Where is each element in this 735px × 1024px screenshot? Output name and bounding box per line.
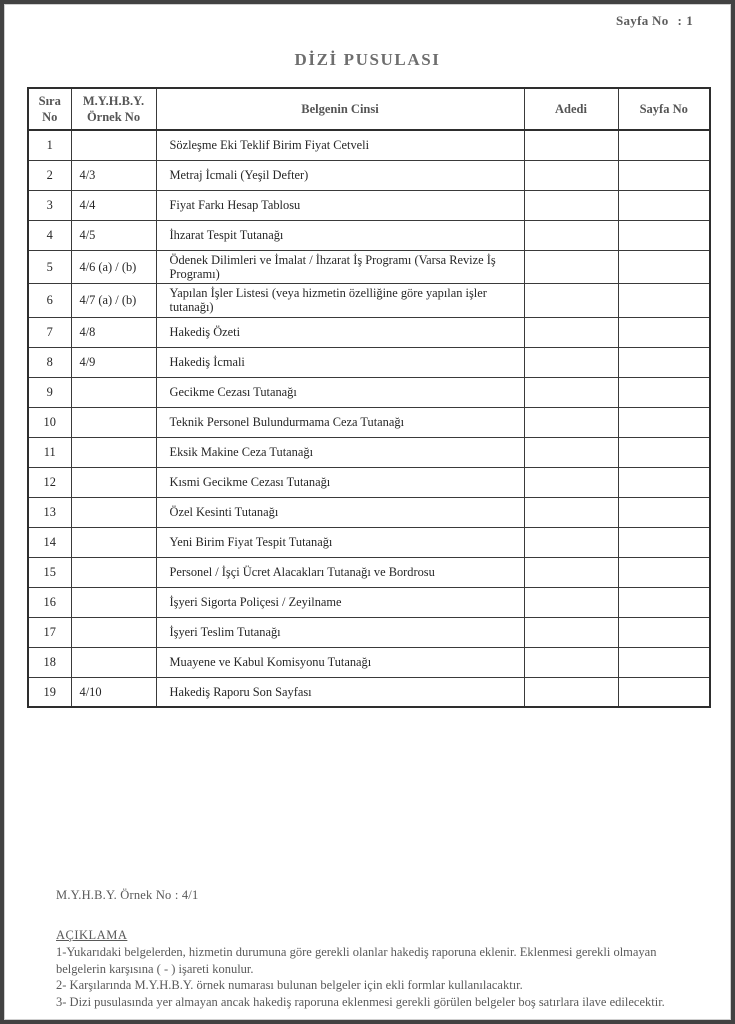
cell-ornek-no: 4/4 <box>71 190 156 220</box>
cell-sira-no: 2 <box>28 160 71 190</box>
table-row <box>28 377 710 407</box>
cell-belgenin-cinsi: Fiyat Farkı Hesap Tablosu <box>156 190 524 220</box>
cell-belgenin-cinsi: Hakediş İcmali <box>156 347 524 377</box>
cell-sira-no: 16 <box>28 587 71 617</box>
column-header-adedi: Adedi <box>524 88 618 130</box>
cell-sayfa-no <box>618 557 710 587</box>
cell-sayfa-no <box>618 527 710 557</box>
cell-adedi <box>524 557 618 587</box>
cell-belgenin-cinsi: İşyeri Teslim Tutanağı <box>156 617 524 647</box>
column-header-belgenin-cinsi: Belgenin Cinsi <box>156 88 524 130</box>
column-header-sayfa-no: Sayfa No <box>618 88 710 130</box>
cell-belgenin-cinsi: Yapılan İşler Listesi (veya hizmetin özelliğine göre yapılan işler tutanağı) <box>156 284 524 318</box>
document-title: DİZİ PUSULASI <box>294 50 441 69</box>
cell-belgenin-cinsi: İhzarat Tespit Tutanağı <box>156 220 524 250</box>
table-row <box>28 317 710 347</box>
table-row <box>28 617 710 647</box>
aciklama-notes <box>56 944 708 1010</box>
cell-adedi <box>524 160 618 190</box>
cell-ornek-no: 4/5 <box>71 220 156 250</box>
aciklama-note: 3- Dizi pusulasında yer almayan ancak hakediş raporuna eklenmesi gerekli görülen belgeler boş satırlara ilave edilecektir. <box>56 994 665 1009</box>
cell-belgenin-cinsi: Kısmi Gecikme Cezası Tutanağı <box>156 467 524 497</box>
table-row <box>28 437 710 467</box>
cell-sayfa-no <box>618 587 710 617</box>
cell-ornek-no: 4/10 <box>71 677 156 707</box>
cell-ornek-no: 4/9 <box>71 347 156 377</box>
page-number-label: Sayfa No <box>615 13 669 28</box>
page-number <box>616 13 693 29</box>
cell-belgenin-cinsi: Eksik Makine Ceza Tutanağı <box>156 437 524 467</box>
table-row <box>28 160 710 190</box>
cell-ornek-no <box>71 437 156 467</box>
cell-sayfa-no <box>618 377 710 407</box>
cell-ornek-no <box>71 557 156 587</box>
table-row <box>28 130 710 160</box>
cell-adedi <box>524 527 618 557</box>
cell-sayfa-no <box>618 437 710 467</box>
table-row <box>28 220 710 250</box>
aciklama-note: 2- Karşılarında M.Y.H.B.Y. örnek numarası bulunan belgeler için ekli formlar kullanılacaktır. <box>56 978 523 993</box>
cell-ornek-no <box>71 647 156 677</box>
cell-ornek-no <box>71 617 156 647</box>
table-row <box>28 527 710 557</box>
cell-sira-no: 11 <box>28 437 71 467</box>
cell-sira-no: 7 <box>28 317 71 347</box>
table-row <box>28 407 710 437</box>
column-header-sira-no: Sıra No <box>28 88 71 130</box>
cell-adedi <box>524 130 618 160</box>
table-row <box>28 557 710 587</box>
table-row <box>28 647 710 677</box>
cell-adedi <box>524 587 618 617</box>
cell-sayfa-no <box>618 190 710 220</box>
cell-belgenin-cinsi: Sözleşme Eki Teklif Birim Fiyat Cetveli <box>156 130 524 160</box>
cell-ornek-no <box>71 527 156 557</box>
cell-ornek-no: 4/6 (a) / (b) <box>71 250 156 284</box>
page-number-value: 1 <box>686 13 693 28</box>
cell-adedi <box>524 497 618 527</box>
page-number-separator: : <box>677 13 683 28</box>
cell-sayfa-no <box>618 220 710 250</box>
cell-sira-no: 8 <box>28 347 71 377</box>
table-row <box>28 497 710 527</box>
cell-sayfa-no <box>618 317 710 347</box>
aciklama-note: 1-Yukarıdaki belgelerden, hizmetin durumuna göre gerekli olanlar hakediş raporuna eklenir. Eklenmesi gerekli olmayan belgelerin karşısına ( - ) işareti konulur. <box>56 945 657 976</box>
cell-adedi <box>524 250 618 284</box>
cell-belgenin-cinsi: Personel / İşçi Ücret Alacakları Tutanağı ve Bordrosu <box>156 557 524 587</box>
cell-sira-no: 19 <box>28 677 71 707</box>
cell-sira-no: 15 <box>28 557 71 587</box>
cell-sayfa-no <box>618 647 710 677</box>
cell-adedi <box>524 347 618 377</box>
cell-sira-no: 17 <box>28 617 71 647</box>
table-row <box>28 347 710 377</box>
cell-adedi <box>524 677 618 707</box>
cell-ornek-no <box>71 467 156 497</box>
cell-adedi <box>524 220 618 250</box>
cell-adedi <box>524 467 618 497</box>
table-row <box>28 677 710 707</box>
cell-sira-no: 18 <box>28 647 71 677</box>
cell-sayfa-no <box>618 347 710 377</box>
cell-ornek-no: 4/3 <box>71 160 156 190</box>
table-row <box>28 190 710 220</box>
cell-belgenin-cinsi: Gecikme Cezası Tutanağı <box>156 377 524 407</box>
cell-ornek-no: 4/8 <box>71 317 156 347</box>
cell-ornek-no <box>71 407 156 437</box>
document-page <box>4 4 731 1020</box>
cell-adedi <box>524 617 618 647</box>
cell-ornek-no <box>71 587 156 617</box>
cell-adedi <box>524 377 618 407</box>
cell-sayfa-no <box>618 467 710 497</box>
cell-sayfa-no <box>618 250 710 284</box>
aciklama-heading: AÇIKLAMA <box>56 928 128 942</box>
cell-sayfa-no <box>618 130 710 160</box>
cell-sira-no: 1 <box>28 130 71 160</box>
cell-adedi <box>524 437 618 467</box>
cell-sayfa-no <box>618 160 710 190</box>
cell-belgenin-cinsi: Yeni Birim Fiyat Tespit Tutanağı <box>156 527 524 557</box>
cell-ornek-no <box>71 377 156 407</box>
document-index-table <box>27 87 711 708</box>
table-row <box>28 250 710 284</box>
table-row <box>28 587 710 617</box>
cell-sira-no: 6 <box>28 284 71 318</box>
cell-belgenin-cinsi: Ödenek Dilimleri ve İmalat / İhzarat İş Programı (Varsa Revize İş Programı) <box>156 250 524 284</box>
cell-sira-no: 13 <box>28 497 71 527</box>
cell-sira-no: 10 <box>28 407 71 437</box>
table-body <box>28 130 710 707</box>
footer-section <box>56 888 708 1010</box>
cell-belgenin-cinsi: Muayene ve Kabul Komisyonu Tutanağı <box>156 647 524 677</box>
cell-sayfa-no <box>618 497 710 527</box>
cell-adedi <box>524 284 618 318</box>
cell-ornek-no <box>71 497 156 527</box>
cell-belgenin-cinsi: Metraj İcmali (Yeşil Defter) <box>156 160 524 190</box>
cell-sira-no: 3 <box>28 190 71 220</box>
cell-sayfa-no <box>618 407 710 437</box>
cell-belgenin-cinsi: Özel Kesinti Tutanağı <box>156 497 524 527</box>
cell-belgenin-cinsi: İşyeri Sigorta Poliçesi / Zeyilname <box>156 587 524 617</box>
cell-sira-no: 4 <box>28 220 71 250</box>
table-row <box>28 284 710 318</box>
cell-sayfa-no <box>618 677 710 707</box>
cell-belgenin-cinsi: Hakediş Raporu Son Sayfası <box>156 677 524 707</box>
cell-adedi <box>524 407 618 437</box>
cell-sira-no: 5 <box>28 250 71 284</box>
cell-ornek-no: 4/7 (a) / (b) <box>71 284 156 318</box>
column-header-ornek-no: M.Y.H.B.Y. Örnek No <box>71 88 156 130</box>
cell-sira-no: 14 <box>28 527 71 557</box>
cell-ornek-no <box>71 130 156 160</box>
ornek-no-line: M.Y.H.B.Y. Örnek No : 4/1 <box>56 888 199 902</box>
cell-adedi <box>524 317 618 347</box>
cell-adedi <box>524 190 618 220</box>
cell-sayfa-no <box>618 617 710 647</box>
cell-sayfa-no <box>618 284 710 318</box>
cell-belgenin-cinsi: Teknik Personel Bulundurmama Ceza Tutanağı <box>156 407 524 437</box>
cell-adedi <box>524 647 618 677</box>
cell-sira-no: 12 <box>28 467 71 497</box>
cell-sira-no: 9 <box>28 377 71 407</box>
cell-belgenin-cinsi: Hakediş Özeti <box>156 317 524 347</box>
table-header-row <box>28 88 710 130</box>
table-row <box>28 467 710 497</box>
